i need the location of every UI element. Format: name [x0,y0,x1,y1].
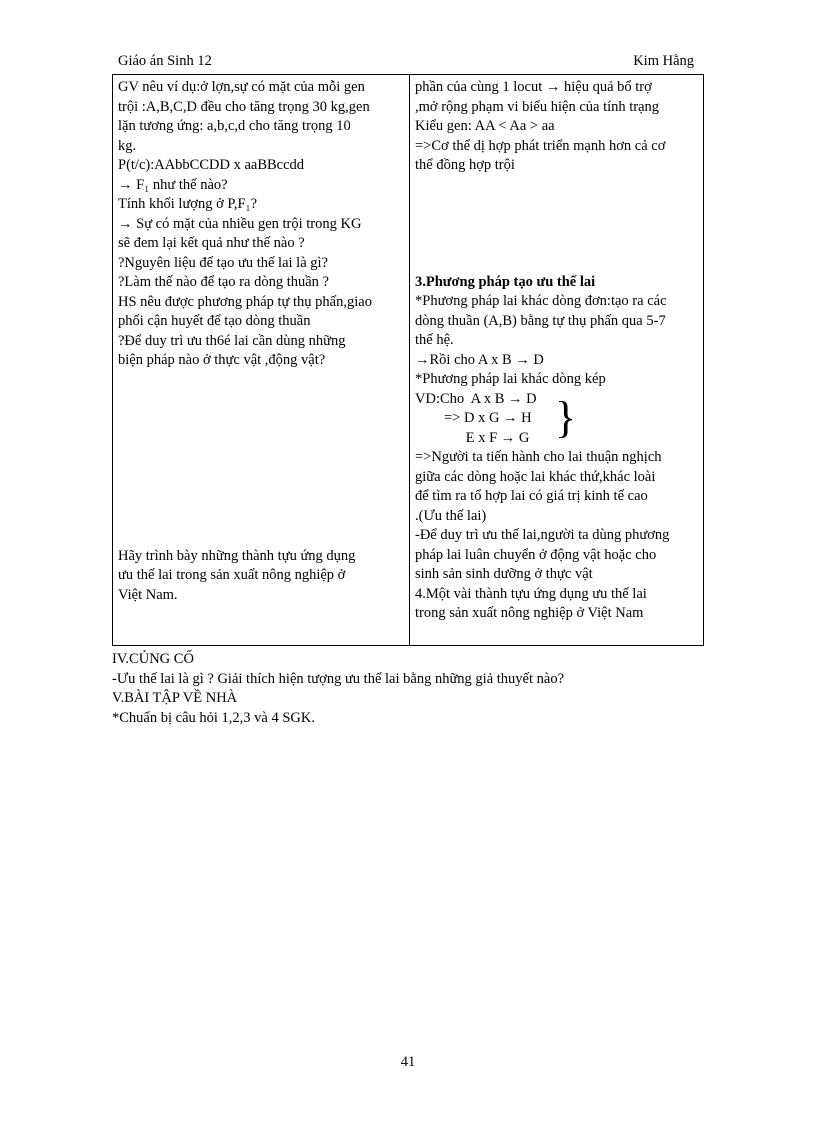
text-line: =>Cơ thể dị hợp phát triển mạnh hơn cả cơ [415,137,666,154]
text-line: phối cận huyết để tạo dòng thuần [118,313,311,329]
section-title: 3.Phương pháp tạo ưu thế lai [415,273,596,290]
lesson-table [112,74,704,646]
spacer [415,176,699,273]
text-line: ?Làm thế nào để tạo ra dòng thuần ? [118,274,329,290]
text-line: lặn tương ứng: a,b,c,d cho tăng trọng 10 [118,118,351,134]
text-line: *Phương pháp lai khác dòng đơn:tạo ra các [415,293,667,309]
text-line: Hãy trình bày những thành tựu ứng dụng [118,547,356,564]
text-line: dòng thuần (A,B) bằng tự thụ phấn qua 5-7 [415,312,666,329]
right-brace-icon: } [555,392,577,442]
text-line: ?Để duy trì ưu th6é lai cần dùng những [118,332,346,349]
page-header [118,53,694,73]
text-line: phần của cùng 1 locut → hiệu quả bổ trợ [415,79,652,95]
text-line: 4.Một vài thành tựu ứng dụng ưu thế lai [415,585,647,602]
summary-section [112,650,704,728]
page-number: 41 [400,1054,416,1070]
text-line: => D x G → H [415,410,532,426]
text-line: Tính khối lượng ở P,F₁? [118,196,258,212]
text-line: Việt Nam. [118,586,178,603]
teacher-activity-column [118,78,404,605]
text-line: ưu thế lai trong sản xuất nông nghiệp ở [118,567,346,583]
header-author: Kim Hằng [633,53,694,69]
content-column [415,78,699,624]
text-line: .(Ưu thế lai) [415,507,487,524]
text-line: để tìm ra tổ hợp lai có giá trị kinh tế cao [415,488,648,504]
text-line: *Chuẩn bị câu hỏi 1,2,3 và 4 SGK. [112,709,315,726]
text-line: ?Nguyên liệu để tạo ưu thế lai là gì? [118,254,328,271]
text-line: pháp lai luân chuyển ở động vật hoặc cho [415,546,657,563]
text-line: thể đồng hợp trội [415,157,515,173]
section-heading: V.BÀI TẬP VỀ NHÀ [112,690,238,706]
text-line: thế hệ. [415,332,454,348]
text-line: biện pháp nào ở thực vật ,động vật? [118,352,326,368]
text-line: → Sự có mặt của nhiều gen trội trong KG [118,215,362,232]
text-line: sẽ đem lại kết quả như thế nào ? [118,235,305,251]
text-line: ,mở rộng phạm vi biểu hiện của tính trạng [415,98,660,115]
text-line: *Phương pháp lai khác dòng kép [415,371,606,387]
section-heading: IV.CỦNG CỐ [112,651,194,667]
spacer [118,371,404,547]
text-line: giữa các dòng hoặc lai khác thứ,khác loài [415,468,656,485]
text-line: trội :A,B,C,D đều cho tăng trọng 30 kg,gen [118,98,370,115]
cross-scheme [415,390,699,449]
text-line: trong sản xuất nông nghiệp ở Việt Nam [415,605,644,621]
text-line: sinh sản sinh dưỡng ở thực vật [415,566,593,582]
column-divider [409,75,410,645]
text-line: E x F → G [415,429,530,446]
text-line: → F₁ như thế nào? [118,176,228,193]
text-line: Kiểu gen: AA < Aa > aa [415,118,555,134]
text-line: kg. [118,137,137,154]
text-line: -Để duy trì ưu thế lai,người ta dùng phương [415,527,670,543]
text-line: P(t/c):AAbbCCDD x aaBBccdd [118,157,305,173]
text-line: →Rồi cho A x B → D [415,351,544,368]
text-line: -Ưu thế lai là gì ? Giải thích hiện tượng ưu thế lai bằng những giả thuyết nào? [112,670,565,687]
text-line: HS nêu được phương pháp tự thụ phấn,giao [118,293,372,310]
text-line: GV nêu ví dụ:ở lợn,sự có mặt của mỗi gen [118,79,365,95]
text-line: VD:Cho A x B → D [415,390,537,407]
header-subject: Giáo án Sinh 12 [118,53,212,69]
text-line: =>Người ta tiến hành cho lai thuận nghịch [415,449,662,465]
